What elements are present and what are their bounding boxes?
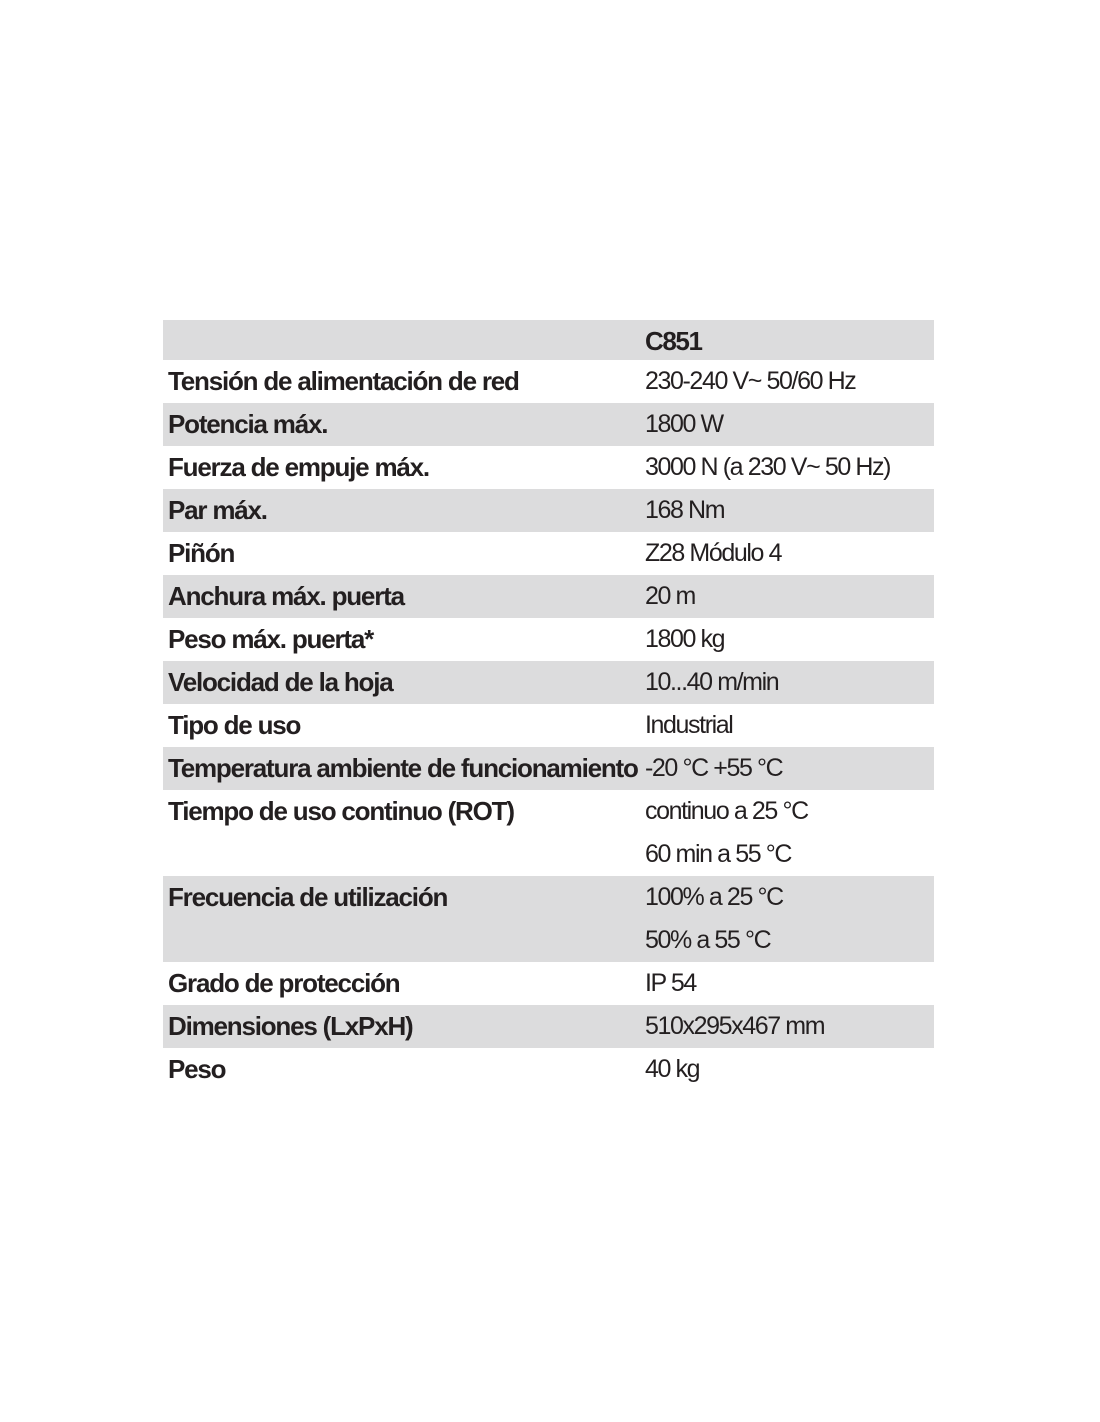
spec-label: Peso <box>168 1054 226 1084</box>
spec-value: 3000 N (a 230 V~ 50 Hz) <box>645 453 891 481</box>
spec-value: 1800 kg <box>645 625 725 653</box>
spec-label-cell <box>163 489 645 532</box>
spec-value: 510x295x467 mm <box>645 1012 825 1040</box>
spec-value: 40 kg <box>645 1055 700 1083</box>
spec-value: 230-240 V~ 50/60 Hz <box>645 367 856 395</box>
table-row <box>163 532 934 575</box>
spec-value-cell <box>645 876 934 962</box>
spec-label-cell <box>163 790 645 876</box>
spec-label: Fuerza de empuje máx. <box>168 452 429 482</box>
spec-value-cell <box>645 962 934 1005</box>
spec-label-cell <box>163 618 645 661</box>
spec-value: 168 Nm <box>645 496 725 524</box>
table-row <box>163 876 934 962</box>
spec-value: Industrial <box>645 711 733 739</box>
table-row <box>163 1048 934 1091</box>
spec-label: Dimensiones (LxPxH) <box>168 1011 413 1041</box>
spec-value-cell <box>645 403 934 446</box>
spec-label: Piñón <box>168 538 235 568</box>
spec-value: continuo a 25 °C <box>645 797 808 825</box>
spec-label: Anchura máx. puerta <box>168 581 404 611</box>
table-row <box>163 962 934 1005</box>
header-label-cell <box>163 320 645 360</box>
spec-value-cell <box>645 532 934 575</box>
spec-value: 100% a 25 °C <box>645 883 783 911</box>
spec-value: Z28 Módulo 4 <box>645 539 782 567</box>
spec-table <box>163 320 934 1091</box>
table-row <box>163 661 934 704</box>
spec-label-cell <box>163 1048 645 1091</box>
spec-label: Par máx. <box>168 495 267 525</box>
spec-label-cell <box>163 446 645 489</box>
spec-value-cell <box>645 661 934 704</box>
spec-value-cell <box>645 704 934 747</box>
table-row <box>163 704 934 747</box>
spec-label-cell <box>163 575 645 618</box>
spec-value: 10...40 m/min <box>645 668 779 696</box>
spec-label: Velocidad de la hoja <box>168 667 393 697</box>
spec-value: 1800 W <box>645 410 723 438</box>
spec-value-cell <box>645 360 934 403</box>
spec-label-cell <box>163 532 645 575</box>
spec-label: Peso máx. puerta* <box>168 624 374 654</box>
spec-label: Temperatura ambiente de funcionamiento <box>168 753 638 783</box>
table-row <box>163 489 934 532</box>
spec-value: 20 m <box>645 582 695 610</box>
table-row <box>163 360 934 403</box>
table-row <box>163 747 934 790</box>
table-row <box>163 1005 934 1048</box>
spec-label: Tipo de uso <box>168 710 301 740</box>
spec-value-cell <box>645 446 934 489</box>
spec-value-cell <box>645 1048 934 1091</box>
spec-label: Grado de protección <box>168 968 400 998</box>
spec-value: 60 min a 55 °C <box>645 840 792 868</box>
spec-label-cell <box>163 661 645 704</box>
spec-label-cell <box>163 704 645 747</box>
spec-label-cell <box>163 876 645 962</box>
spec-value-cell <box>645 575 934 618</box>
spec-label-cell <box>163 403 645 446</box>
spec-value-cell <box>645 1005 934 1048</box>
spec-value-cell <box>645 489 934 532</box>
spec-value: IP 54 <box>645 969 696 997</box>
spec-value-cell <box>645 790 934 876</box>
spec-value-cell <box>645 747 934 790</box>
table-row <box>163 790 934 876</box>
spec-value: 50% a 55 °C <box>645 926 771 954</box>
table-row <box>163 403 934 446</box>
spec-label-cell <box>163 962 645 1005</box>
table-row <box>163 618 934 661</box>
spec-label-cell <box>163 360 645 403</box>
spec-label: Tiempo de uso continuo (ROT) <box>168 796 514 826</box>
spec-label: Potencia máx. <box>168 409 328 439</box>
table-header-row <box>163 320 934 360</box>
spec-value-cell <box>645 618 934 661</box>
spec-label-cell <box>163 1005 645 1048</box>
model-name: C851 <box>645 326 702 356</box>
table-row <box>163 446 934 489</box>
spec-value: -20 °C +55 °C <box>645 754 783 782</box>
spec-label: Frecuencia de utilización <box>168 882 448 912</box>
spec-rows <box>163 360 934 1091</box>
spec-label-cell <box>163 747 645 790</box>
table-row <box>163 575 934 618</box>
spec-label: Tensión de alimentación de red <box>168 366 519 396</box>
